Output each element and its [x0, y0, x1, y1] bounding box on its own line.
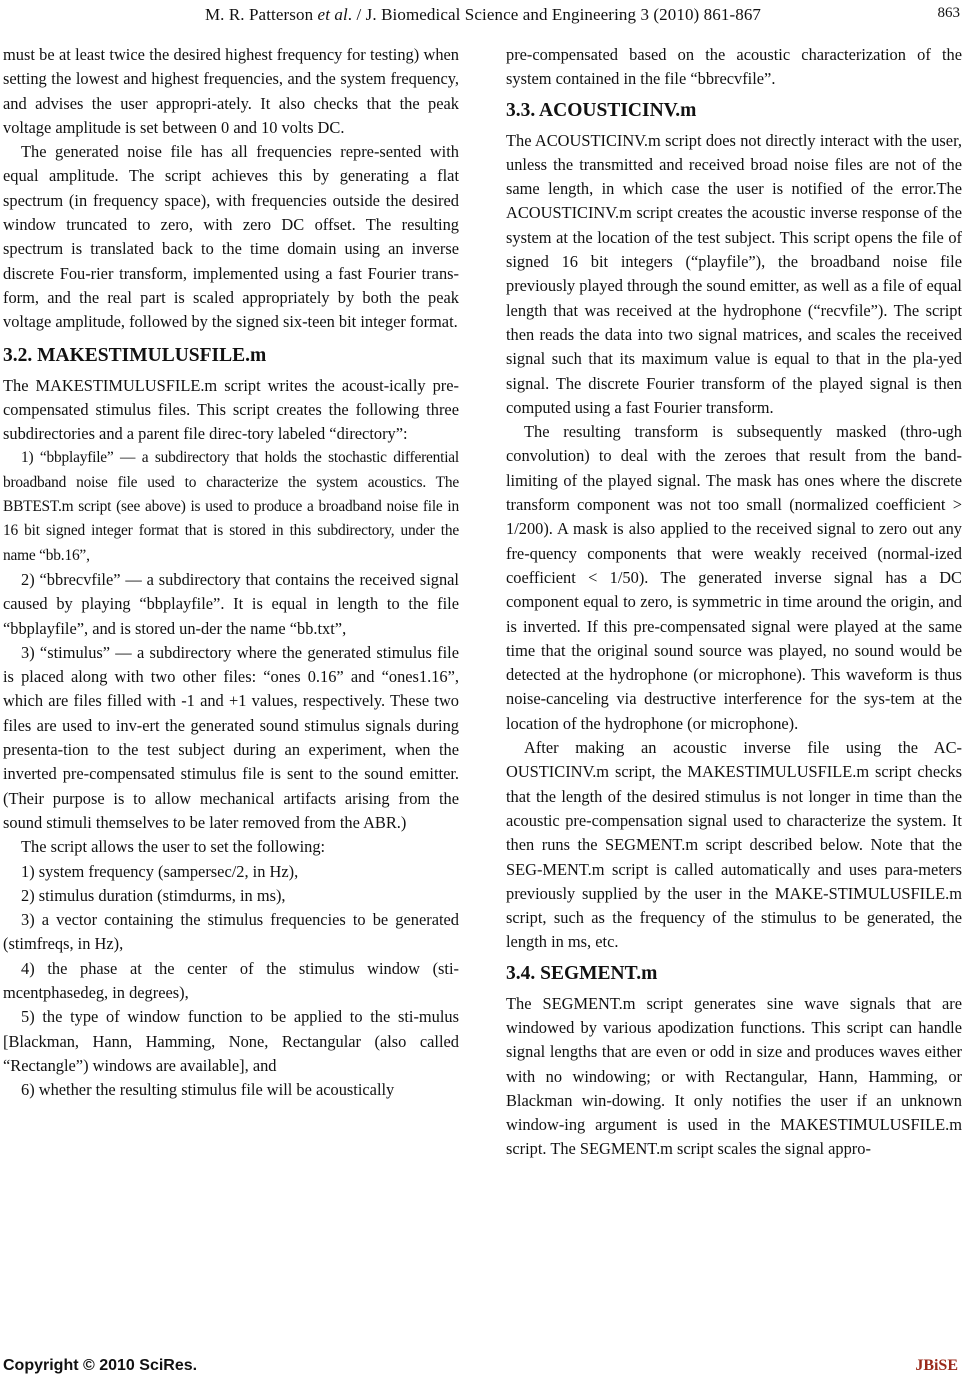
section-heading-3-2: 3.2. MAKESTIMULUSFILE.m	[3, 344, 267, 366]
list-item: 6) whether the resulting stimulus file will be acoustically	[21, 1080, 395, 1100]
list-item: 3) a vector containing the stimulus frequencies to be generated (stimfreqs, in Hz),	[3, 910, 459, 954]
paragraph: The SEGMENT.m script generates sine wave signals that are windowed by various apodization functions. This script can handle signal lengths that are even or odd in size and produces waves either with no windowing; or with Rectangular, Hann, Hamming, or Blackman win-dowing. It only notifies the user if an unknown window-ing argument is used in the MAKESTIMULUSFILE.m script. The SEGMENT.m script scales the signal appro-	[506, 993, 962, 1159]
paragraph: must be at least twice the desired highest frequency for testing) when setting the lowest and highest frequencies, and the system frequency, and advises the user appropri-ately. It also checks that the peak voltage amplitude is set between 0 and 10 volts DC.	[3, 45, 459, 137]
paragraph: After making an acoustic inverse file using the AC-OUSTICINV.m script, the MAKESTIMULUSFILE.m script checks that the length of the desired stimulus is not longer in time than the acoustic pre-compensation signal used to characterize the system. It then runs the SEGMENT.m script described below. Note that the SEG-MENT.m script is called automatically and uses para-meters previously supplied by the user in the MAKE-STIMULUSFILE.m script, such as the frequency of the stimulus to be generated, the length in ms, etc.	[506, 738, 962, 952]
list-item: 5) the type of window function to be applied to the sti-mulus [Blackman, Hann, Hamming, None, Rectangular (also called “Rectangle”) windows are available], and	[3, 1007, 459, 1075]
running-head-etal: et al	[317, 5, 348, 24]
paragraph: pre-compensated based on the acoustic characterization of the system contained in the file “bbrecvfile”.	[506, 45, 962, 89]
paragraph: The MAKESTIMULUSFILE.m script writes the acoust-ically pre-compensated stimulus files. This script creates the following three subdirectories and a parent file direc-tory labeled “directory”:	[3, 375, 459, 444]
right-column	[506, 43, 962, 1162]
journal-abbreviation: JBiSE	[915, 1357, 958, 1374]
list-item: 2) “bbrecvfile” — a subdirectory that contains the received signal caused by playing “bbplayfile”. It is equal in length to the file “bbplayfile”, and is stored un-der the name “bb.txt”,	[3, 569, 459, 638]
paragraph: The resulting transform is subsequently masked (thro-ugh convolution) to deal with the zeroes that result from the band-limiting of the played signal. The mask has ones where the discrete transform component was not too small (normalized coefficient > 1/200). A mask is also applied to the received signal to zero out any fre-quency components that were weakly received (normal-ized coefficient < 1/50). The generated inverse signal has a DC component equal to zero, is symmetric in time around the origin, and is inverted. If this pre-compensated signal were played at the same time that the original sound source was played, no sound would be detected at the hydrophone (or microphone). This waveform is thus noise-canceling via destructive interference for the sys-tem at the location of the hydrophone (or microphone).	[506, 422, 962, 733]
copyright-notice: Copyright © 2010 SciRes.	[3, 1357, 198, 1374]
running-head-journal: . / J. Biomedical Science and Engineering 3 (2010) 861-867	[347, 5, 762, 24]
left-column	[3, 43, 459, 1102]
page-number: 863	[937, 5, 960, 21]
paragraph: The ACOUSTICINV.m script does not directly interact with the user, unless the transmitted and received broad noise files are not of the same length, in which case the user is notified of the error.The ACOUSTICINV.m script creates the acoustic inverse response of the system at the location of the test subject. This script opens the file of signed 16 bit integers (“playfile”), the broadband noise file previously played through the sound emitter, as well as a file of equal length that was received at the hydrophone (“recvfile”). The script then reads the data into two signal matrices, and scales the received signal such that its maximum value is equal to that in the pla-yed signal. The discrete Fourier transform of the played signal is then computed using a fast Fourier transform.	[506, 130, 962, 417]
list-item: 2) stimulus duration (stimdurms, in ms),	[21, 885, 286, 905]
list-item: 1) system frequency (sampersec/2, in Hz),	[21, 861, 299, 881]
list-item: 3) “stimulus” — a subdirectory where the generated stimulus file is placed along with two other files: “ones 0.16” and “ones1.16”, which are files filled with -1 and +1 values, respectively. These two files are used to inv-ert the generated sound stimulus signals during presenta-tion to the test subject during an experiment, when the inverted pre-compensated stimulus file is sent to the sound emitter. (Their purpose is to allow mechanical artifacts arising from the sound stimuli themselves to be later removed from the ABR.)	[3, 642, 459, 832]
running-head	[0, 5, 966, 25]
paragraph: The script allows the user to set the following:	[21, 837, 326, 857]
section-heading-3-4: 3.4. SEGMENT.m	[506, 962, 658, 984]
page-footer	[0, 1352, 966, 1382]
page-header	[0, 0, 966, 30]
list-item: 4) the phase at the center of the stimulus window (sti-mcentphasedeg, in degrees),	[3, 958, 459, 1002]
list-item: 1) “bbplayfile” — a subdirectory that holds the stochastic differential broadband noise file used to characterize the system acoustics. The BBTEST.m script (see above) is used to produce a broadband noise file in 16 bit signed integer format that is stored in this subdirectory, under the name “bb.16”,	[3, 449, 459, 564]
section-heading-3-3: 3.3. ACOUSTICINV.m	[506, 99, 697, 121]
paragraph: The generated noise file has all frequencies repre-sented with equal amplitude. The script achieves this by generating a flat spectrum (in frequency space), with frequencies outside the desired window truncated to zero, with zero DC offset. The resulting spectrum is translated back to the time domain using an inverse discrete Fou-rier transform, implemented using a fast Fourier trans-form, and the real part is scaled appropriately by both the peak voltage amplitude, followed by the signed six-teen bit integer format.	[3, 142, 459, 332]
running-head-authors: M. R. Patterson	[204, 5, 314, 24]
